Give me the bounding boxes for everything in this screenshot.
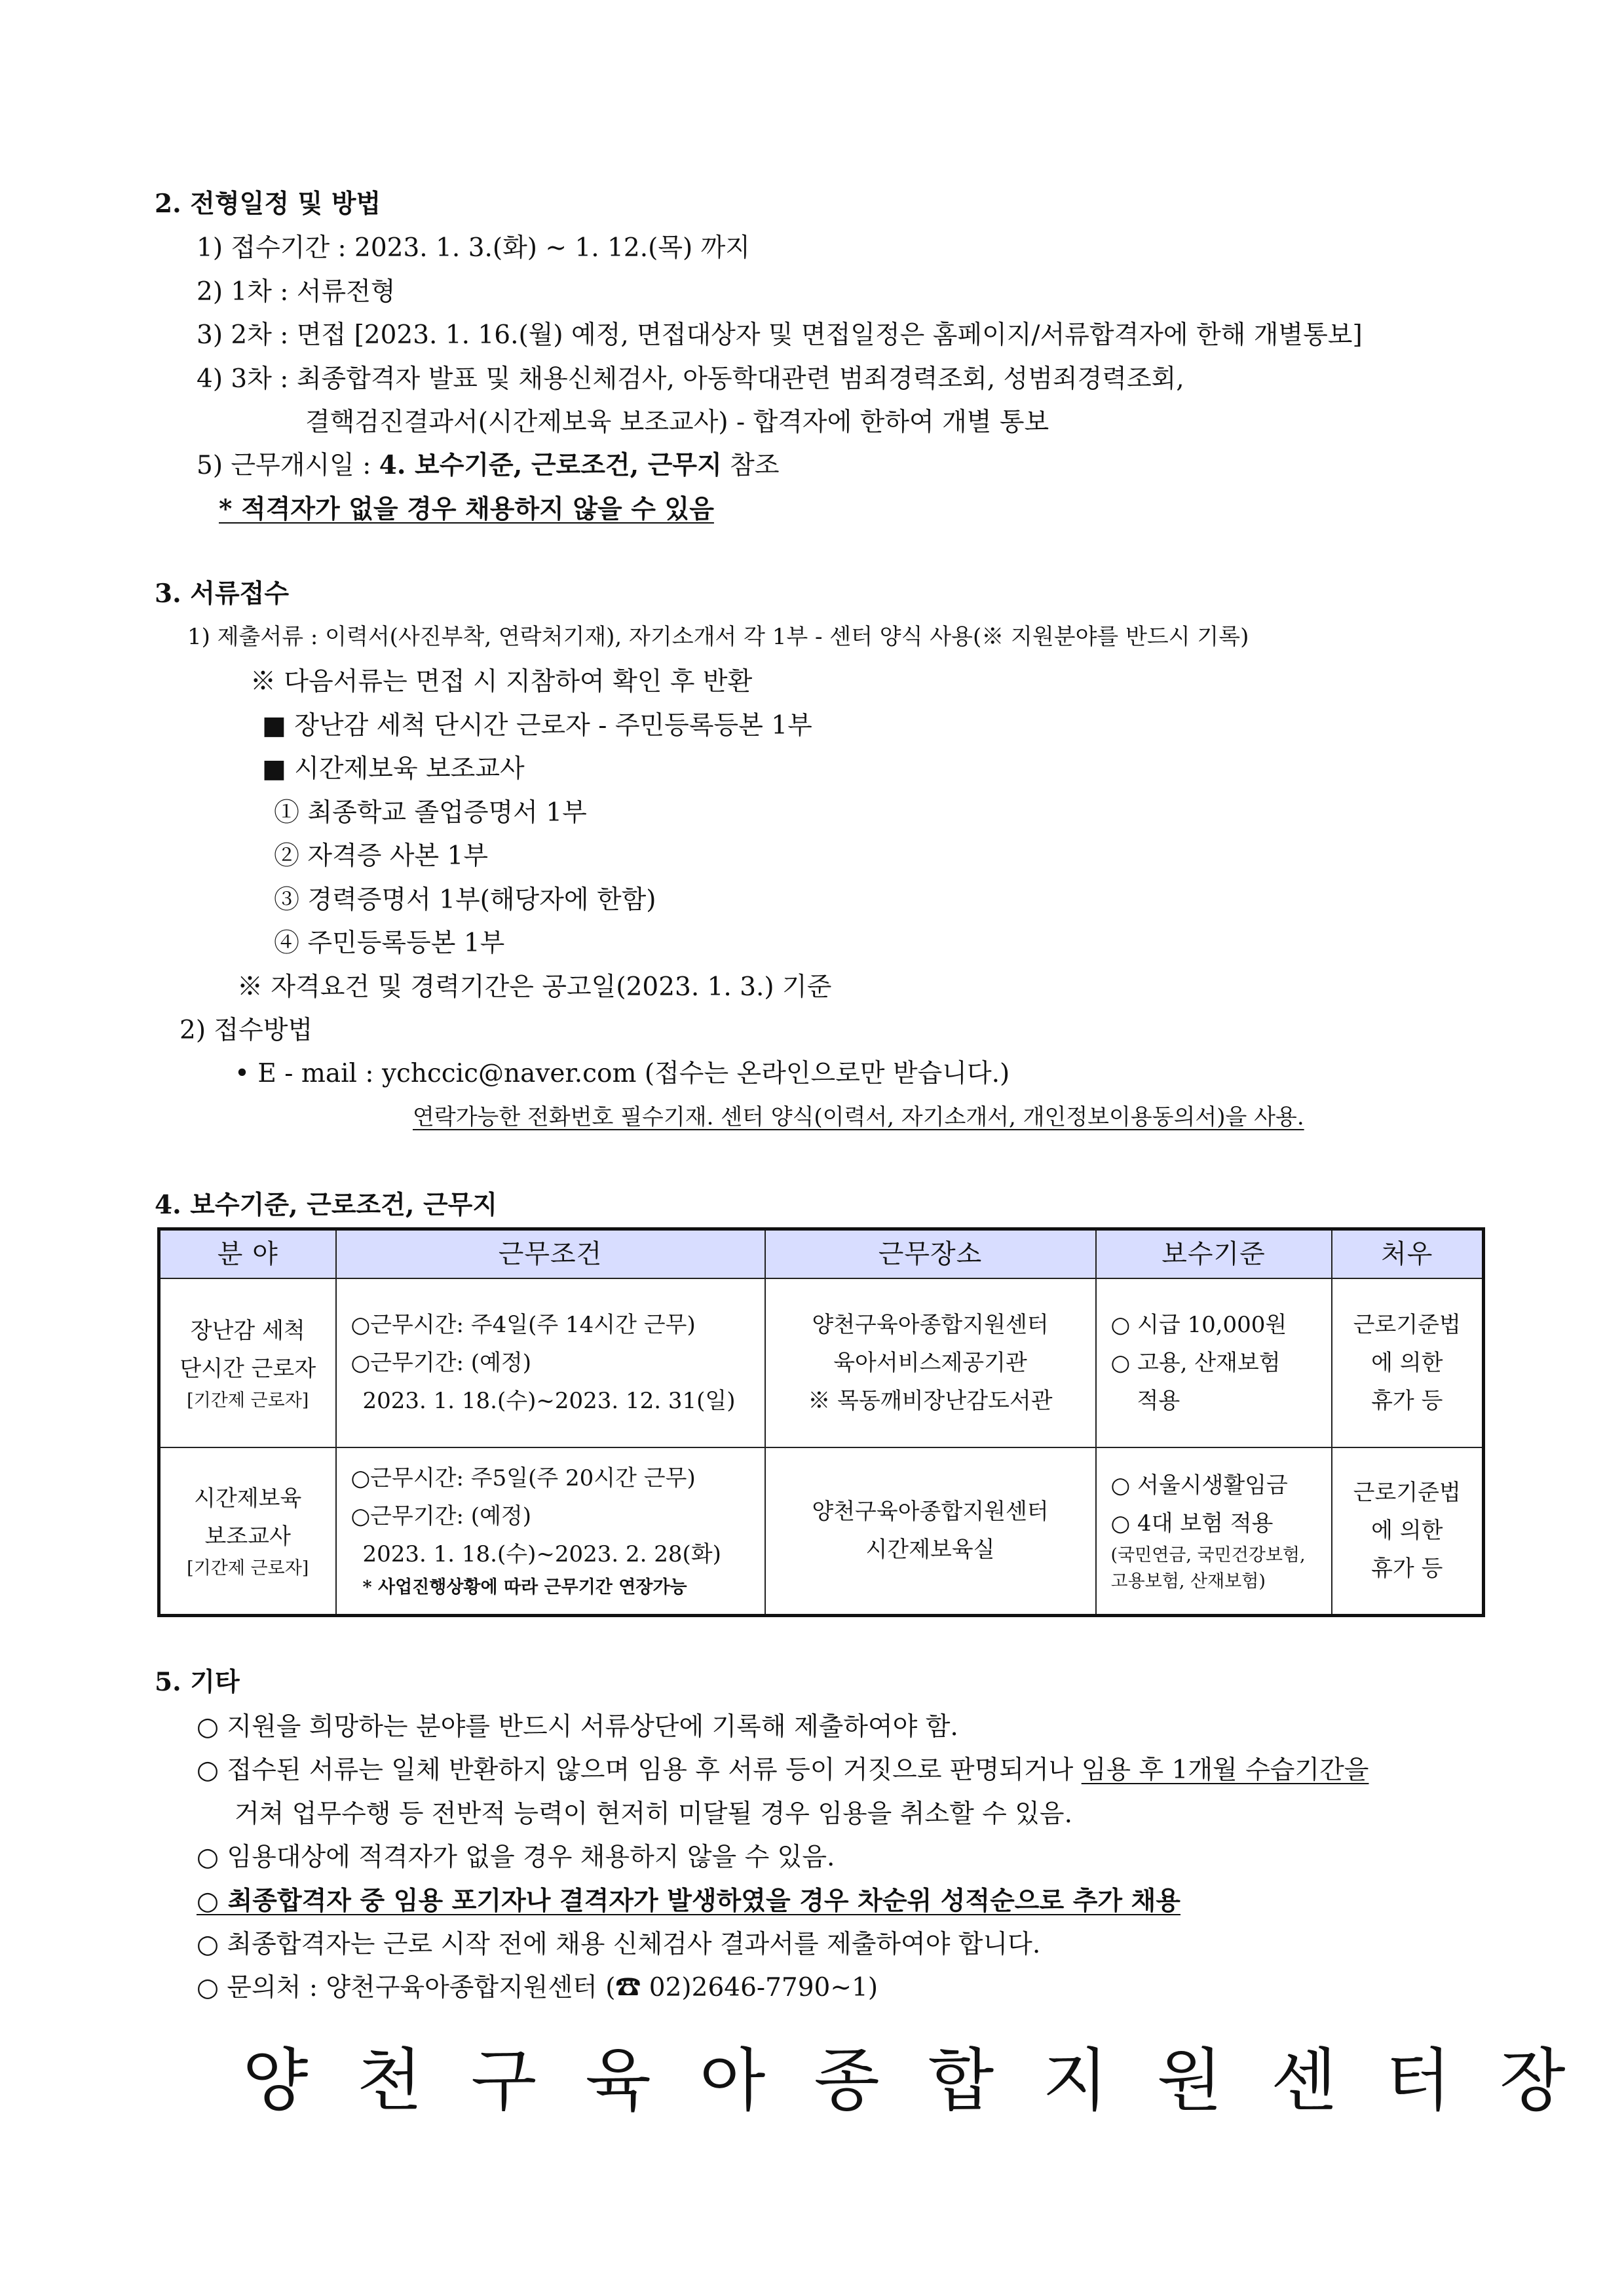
s2-line-5 xyxy=(197,450,780,480)
s5-line-1: ○ 지원을 희망하는 분야를 반드시 서류상단에 기록해 제출하여야 함. xyxy=(197,1712,958,1742)
cell-conditions xyxy=(336,1278,765,1447)
table-row xyxy=(159,1278,1484,1447)
s5-line-4: ○ 최종합격자 중 임용 포기자나 결격자가 발생하였을 경우 차순위 성적순으로 추가 채용 xyxy=(197,1886,1180,1916)
cell-field xyxy=(159,1278,336,1447)
s5-line-3: ○ 임용대상에 적격자가 없을 경우 채용하지 않을 수 있음. xyxy=(197,1843,835,1872)
cell-treatment xyxy=(1332,1278,1484,1447)
s3-item-3: ③ 경력증명서 1부(해당자에 한함) xyxy=(274,885,656,915)
cell-conditions xyxy=(336,1447,765,1615)
s2-line-3: 3) 2차 : 면접 [2023. 1. 16.(월) 예정, 면접대상자 및 면접일정은 홈페이지/서류합격자에 한해 개별통보] xyxy=(197,320,1363,350)
s3-line-1: 1) 제출서류 : 이력서(사진부착, 연락처기재), 자기소개서 각 1부 - 센터 양식 사용(※ 지원분야를 반드시 기록) xyxy=(187,624,1249,650)
s3-line-2: ※ 다음서류는 면접 시 지참하여 확인 후 반환 xyxy=(250,667,753,697)
s2-line-1: 1) 접수기간 : 2023. 1. 3.(화) ~ 1. 12.(목) 까지 xyxy=(197,233,750,263)
field-type: [기간제 근로자] xyxy=(187,1558,309,1579)
cond-period: 2023. 1. 18.(수)~2023. 12. 31(일) xyxy=(362,1388,736,1414)
table-row xyxy=(159,1447,1484,1615)
table-header-row xyxy=(159,1229,1484,1279)
treat-line: 에 의한 xyxy=(1371,1350,1443,1376)
cell-treatment xyxy=(1332,1447,1484,1615)
section-4-title: 4. 보수기준, 근로조건, 근무지 xyxy=(155,1190,498,1220)
treat-line: 휴가 등 xyxy=(1371,1556,1443,1582)
place-line: 양천구육아종합지원센터 xyxy=(812,1499,1049,1525)
s5-line-6: ○ 문의처 : 양천구육아종합지원센터 (☎ 02)2646-7790~1) xyxy=(197,1973,878,2002)
s3-line-7: • E - mail : ychccic@naver.com (접수는 온라인으로만 받습니다.) xyxy=(235,1059,1010,1088)
s2-line-5-prefix: 5) 근무개시일 : xyxy=(197,451,379,480)
s5-line-2b: 거쳐 업무수행 등 전반적 능력이 현저히 미달될 경우 임용을 취소할 수 있음. xyxy=(235,1799,1072,1829)
place-line: 시간제보육실 xyxy=(865,1537,995,1563)
s3-item-4: ④ 주민등록등본 1부 xyxy=(274,928,505,958)
pay-line: ○ 고용, 산재보험 xyxy=(1110,1350,1281,1376)
cond-extension-note: * 사업진행상황에 따라 근무기간 연장가능 xyxy=(362,1577,687,1598)
place-line: 육아서비스제공기관 xyxy=(833,1350,1027,1376)
s5-line-2 xyxy=(197,1757,1369,1783)
s2-note: * 적격자가 없을 경우 채용하지 않을 수 있음 xyxy=(219,494,714,524)
place-line: ※ 목동깨비장난감도서관 xyxy=(808,1388,1053,1414)
header-place: 근무장소 xyxy=(765,1229,1096,1279)
issuer-signature: 양천구육아종합지원센터장 xyxy=(242,2040,1614,2120)
cell-place xyxy=(765,1278,1096,1447)
field-line: 장난감 세척 xyxy=(190,1318,305,1344)
cell-pay xyxy=(1096,1447,1332,1615)
header-treatment: 처우 xyxy=(1332,1229,1484,1279)
header-conditions: 근무조건 xyxy=(336,1229,765,1279)
cell-field xyxy=(159,1447,336,1615)
cond-line: ○근무기간: (예정) xyxy=(350,1503,532,1530)
s2-line-4b: 결핵검진결과서(시간제보육 보조교사) - 합격자에 한하여 개별 통보 xyxy=(305,408,1049,437)
s3-line-4: ■ 시간제보육 보조교사 xyxy=(262,754,525,784)
s2-line-5-reference: 4. 보수기준, 근로조건, 근무지 xyxy=(379,450,722,480)
pay-line: ○ 서울시생활임금 xyxy=(1110,1472,1288,1499)
treat-line: 근로기준법 xyxy=(1353,1312,1461,1338)
cond-line: ○근무기간: (예정) xyxy=(350,1350,532,1376)
cond-line: ○근무시간: 주5일(주 20시간 근무) xyxy=(350,1465,696,1492)
s3-item-1: ① 최종학교 졸업증명서 1부 xyxy=(274,798,587,828)
treat-line: 휴가 등 xyxy=(1371,1388,1443,1414)
section-3-title: 3. 서류접수 xyxy=(155,579,289,609)
s2-line-4a: 4) 3차 : 최종합격자 발표 및 채용신체검사, 아동학대관련 범죄경력조회, 성범죄경력조회, xyxy=(197,364,1184,394)
treat-line: 근로기준법 xyxy=(1353,1480,1461,1506)
conditions-table xyxy=(157,1227,1485,1617)
cond-period: 2023. 1. 18.(수)~2023. 2. 28(화) xyxy=(362,1541,721,1568)
field-line: 보조교사 xyxy=(204,1523,291,1550)
section-2-title: 2. 전형일정 및 방법 xyxy=(155,189,381,219)
s3-line-5: ※ 자격요건 및 경력기간은 공고일(2023. 1. 3.) 기준 xyxy=(237,972,832,1002)
field-line: 시간제보육 xyxy=(194,1485,302,1512)
cond-line: ○근무시간: 주4일(주 14시간 근무) xyxy=(350,1312,696,1338)
section-5-title: 5. 기타 xyxy=(155,1667,240,1697)
s2-line-2: 2) 1차 : 서류전형 xyxy=(197,277,396,307)
cell-pay xyxy=(1096,1278,1332,1447)
s5-line-2-text: ○ 접수된 서류는 일체 반환하지 않으며 임용 후 서류 등이 거짓으로 판명되거나 xyxy=(197,1755,1082,1785)
field-line: 단시간 근로자 xyxy=(179,1356,316,1382)
s2-line-5-suffix: 참조 xyxy=(721,451,780,480)
s3-line-3: ■ 장난감 세척 단시간 근로자 - 주민등록등본 1부 xyxy=(262,711,812,740)
pay-insurance-detail: (국민연금, 국민건강보험, xyxy=(1110,1545,1306,1566)
header-field: 분 야 xyxy=(159,1229,336,1279)
s5-line-2-underlined: 임용 후 1개월 수습기간을 xyxy=(1081,1755,1369,1785)
s3-item-2: ② 자격증 사본 1부 xyxy=(274,841,489,871)
s3-line-6: 2) 접수방법 xyxy=(179,1016,313,1045)
pay-line: ○ 시급 10,000원 xyxy=(1110,1312,1287,1338)
pay-line: ○ 4대 보험 적용 xyxy=(1110,1510,1274,1537)
place-line: 양천구육아종합지원센터 xyxy=(812,1312,1049,1338)
pay-line: 적용 xyxy=(1137,1388,1180,1414)
s3-line-8: 연락가능한 전화번호 필수기재. 센터 양식(이력서, 자기소개서, 개인정보이용동의서)을 사용. xyxy=(413,1104,1304,1130)
s5-line-5: ○ 최종합격자는 근로 시작 전에 채용 신체검사 결과서를 제출하여야 합니다. xyxy=(197,1930,1041,1959)
field-type: [기간제 근로자] xyxy=(187,1390,309,1411)
treat-line: 에 의한 xyxy=(1371,1518,1443,1544)
header-pay: 보수기준 xyxy=(1096,1229,1332,1279)
pay-insurance-detail: 고용보험, 산재보험) xyxy=(1110,1571,1266,1592)
cell-place xyxy=(765,1447,1096,1615)
